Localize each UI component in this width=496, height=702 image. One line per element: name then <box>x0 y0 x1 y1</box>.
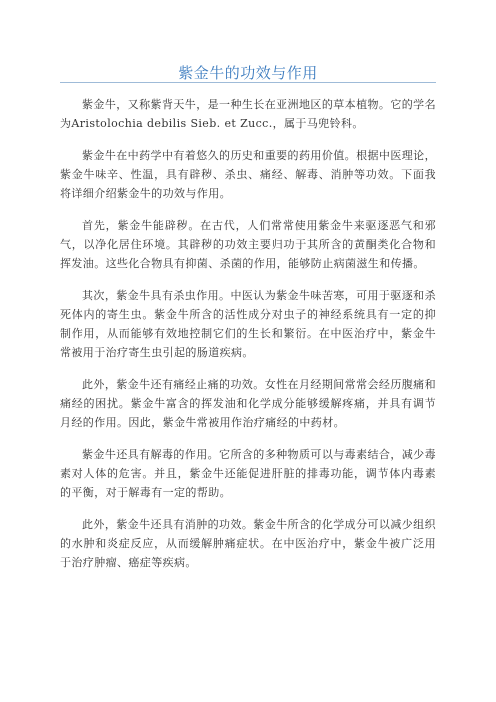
paragraph-swelling: 此外，紫金牛还具有消肿的功效。紫金牛所含的化学成分可以减少组织的水肿和炎症反应，从而缓解肿痛症状。在中医治疗中，紫金牛被广泛用于治疗肿瘤、癌症等疾病。 <box>60 518 436 569</box>
paragraph-menstrual-pain: 此外，紫金牛还有痛经止痛的功效。女性在月经期间常常会经历腹痛和痛经的困扰。紫金牛富含的挥发油和化学成分能够缓解疼痛，并具有调节月经的作用。因此，紫金牛常被用作治疗痛经的中药材。 <box>60 378 436 429</box>
paragraph-purify: 首先，紫金牛能辟秽。在古代，人们常常使用紫金牛来驱逐恶气和邪气，以净化居住环境。其辟秽的功效主要归功于其所含的黄酮类化合物和挥发油。这些化合物具有抑菌、杀菌的作用，能够防止病菌滋生和传播。 <box>60 219 436 270</box>
title-divider <box>60 82 436 83</box>
paragraph-overview: 紫金牛在中药学中有着悠久的历史和重要的药用价值。根据中医理论，紫金牛味辛、性温，具有辟秽、杀虫、痛经、解毒、消肿等功效。下面我将详细介绍紫金牛的功效与作用。 <box>60 149 436 200</box>
document-title: 紫金牛的功效与作用 <box>178 64 318 82</box>
paragraph-intro: 紫金牛，又称紫背天牛，是一种生长在亚洲地区的草本植物。它的学名为Aristolochia debilis Sieb. et Zucc.，属于马兜铃科。 <box>60 98 436 130</box>
paragraph-detox: 紫金牛还具有解毒的作用。它所含的多种物质可以与毒素结合，减少毒素对人体的危害。并且，紫金牛还能促进肝脏的排毒功能，调节体内毒素的平衡，对于解毒有一定的帮助。 <box>60 448 436 499</box>
document-body <box>60 95 436 585</box>
paragraph-insecticide: 其次，紫金牛具有杀虫作用。中医认为紫金牛味苦寒，可用于驱逐和杀死体内的寄生虫。紫金牛所含的活性成分对虫子的神经系统具有一定的抑制作用，从而能够有效地控制它们的生长和繁衍。在中医治疗中，紫金牛常被用于治疗寄生虫引起的肠道疾病。 <box>60 289 436 359</box>
